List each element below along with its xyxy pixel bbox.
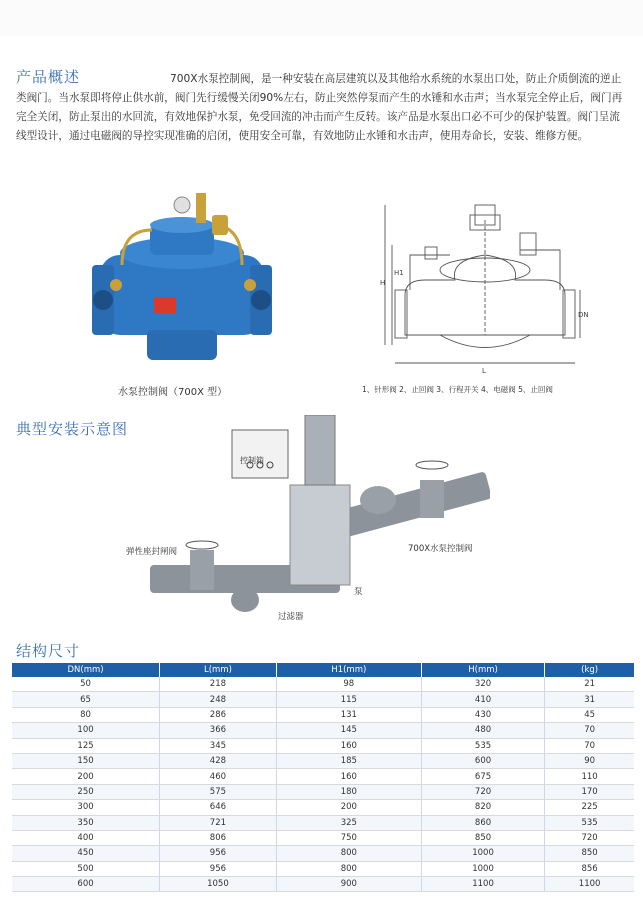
col-header-dn: DN(mm) — [12, 663, 160, 677]
table-cell: 250 — [12, 784, 160, 799]
overview-heading: 产品概述 — [16, 68, 81, 86]
table-cell: 460 — [160, 769, 277, 784]
table-row — [12, 846, 634, 861]
table-cell: 325 — [276, 815, 421, 830]
table-cell: 720 — [545, 830, 634, 845]
table-cell: 600 — [12, 877, 160, 892]
overview-section — [16, 70, 628, 146]
table-cell: 98 — [276, 677, 421, 692]
photo-caption: 水泵控制阀（700X 型） — [118, 387, 228, 398]
table-row — [12, 800, 634, 815]
table-cell: 50 — [12, 677, 160, 692]
table-row — [12, 738, 634, 753]
table-row — [12, 677, 634, 692]
col-header-kg: (kg) — [545, 663, 634, 677]
table-row — [12, 861, 634, 876]
pump-label: 泵 — [354, 587, 363, 597]
table-cell: 145 — [276, 723, 421, 738]
drawing-dim-h: H — [380, 279, 386, 287]
svg-text:H1: H1 — [394, 269, 404, 277]
table-row — [12, 692, 634, 707]
table-row — [12, 784, 634, 799]
table-cell: 115 — [276, 692, 421, 707]
table-cell: 900 — [276, 877, 421, 892]
table-cell: 150 — [12, 753, 160, 768]
install-heading: 典型安装示意图 — [16, 420, 129, 438]
table-cell: 860 — [421, 815, 544, 830]
table-cell: 170 — [545, 784, 634, 799]
table-cell: 200 — [12, 769, 160, 784]
table-cell: 225 — [545, 800, 634, 815]
table-cell: 1100 — [421, 877, 544, 892]
table-cell: 820 — [421, 800, 544, 815]
table-cell: 350 — [12, 815, 160, 830]
table-cell: 100 — [12, 723, 160, 738]
table-cell: 956 — [160, 861, 277, 876]
table-row — [12, 815, 634, 830]
table-cell: 721 — [160, 815, 277, 830]
install-diagram — [150, 415, 490, 625]
table-cell: 65 — [12, 692, 160, 707]
table-cell: 480 — [421, 723, 544, 738]
table-cell: 750 — [276, 830, 421, 845]
table-cell: 345 — [160, 738, 277, 753]
dimensions-header-row — [12, 663, 634, 677]
dimensions-body — [12, 677, 634, 892]
table-cell: 286 — [160, 707, 277, 722]
table-cell: 70 — [545, 738, 634, 753]
table-row — [12, 707, 634, 722]
table-cell: 800 — [276, 861, 421, 876]
top-strip — [0, 0, 643, 36]
table-row — [12, 830, 634, 845]
table-cell: 535 — [421, 738, 544, 753]
table-cell: 160 — [276, 769, 421, 784]
table-row — [12, 753, 634, 768]
table-cell: 800 — [276, 846, 421, 861]
table-cell: 80 — [12, 707, 160, 722]
gate-valve-label: 弹性座封闸阀 — [126, 547, 178, 557]
table-cell: 1000 — [421, 846, 544, 861]
table-cell: 675 — [421, 769, 544, 784]
table-cell: 1100 — [545, 877, 634, 892]
table-cell: 806 — [160, 830, 277, 845]
control-valve-label: 700X水泵控制阀 — [408, 544, 473, 554]
table-row — [12, 769, 634, 784]
table-cell: 185 — [276, 753, 421, 768]
table-cell: 180 — [276, 784, 421, 799]
table-row — [12, 877, 634, 892]
dimensions-heading: 结构尺寸 — [16, 642, 81, 660]
table-cell: 646 — [160, 800, 277, 815]
table-cell: 131 — [276, 707, 421, 722]
table-cell: 450 — [12, 846, 160, 861]
table-cell: 45 — [545, 707, 634, 722]
col-header-h: H(mm) — [421, 663, 544, 677]
table-cell: 400 — [12, 830, 160, 845]
table-cell: 90 — [545, 753, 634, 768]
table-cell: 218 — [160, 677, 277, 692]
dimensions-table — [12, 663, 634, 892]
table-cell: 856 — [545, 861, 634, 876]
valve-photo — [92, 185, 272, 380]
table-cell: 200 — [276, 800, 421, 815]
table-cell: 720 — [421, 784, 544, 799]
table-cell: 110 — [545, 769, 634, 784]
table-cell: 21 — [545, 677, 634, 692]
table-cell: 600 — [421, 753, 544, 768]
table-cell: 430 — [421, 707, 544, 722]
table-cell: 70 — [545, 723, 634, 738]
table-cell: 320 — [421, 677, 544, 692]
table-cell: 366 — [160, 723, 277, 738]
table-cell: 850 — [421, 830, 544, 845]
table-cell: 1000 — [421, 861, 544, 876]
control-box-label: 控制箱 — [240, 456, 264, 465]
table-cell: 248 — [160, 692, 277, 707]
table-cell: 1050 — [160, 877, 277, 892]
col-header-h1: H1(mm) — [276, 663, 421, 677]
col-header-l: L(mm) — [160, 663, 277, 677]
table-cell: 956 — [160, 846, 277, 861]
table-cell: 300 — [12, 800, 160, 815]
table-cell: 31 — [545, 692, 634, 707]
table-cell: 125 — [12, 738, 160, 753]
table-cell: 428 — [160, 753, 277, 768]
technical-drawing — [380, 185, 590, 380]
filter-label: 过滤器 — [278, 612, 304, 622]
table-row — [12, 723, 634, 738]
table-cell: 575 — [160, 784, 277, 799]
overview-text: 700X水泵控制阀，是一种安装在高层建筑以及其他给水系统的水泵出口处，防止介质倒流的逆止类阀门。当水泵即将停止供水前，阀门先行缓慢关闭90%左右，防止突然停泵而产生的水锤和水击声；当水泵完全停止后，阀门再完全关闭，防止泵出的水回流，有效地保护水泵，免受回流的冲击而产生反转。该产品是水泵出口必不可少的保护装置。阀门呈流线型设计，通过电磁阀的导控实现准确的启闭，使用安全可靠，有效地防止水锤和水击声，使用寿命长，安装、维修方便。 — [16, 73, 623, 142]
table-cell: 160 — [276, 738, 421, 753]
table-cell: 535 — [545, 815, 634, 830]
table-cell: 850 — [545, 846, 634, 861]
table-cell: 410 — [421, 692, 544, 707]
svg-text:DN: DN — [578, 311, 589, 319]
table-cell: 500 — [12, 861, 160, 876]
drawing-legend: 1、针形阀 2、止回阀 3、行程开关 4、电磁阀 5、止回阀 — [362, 385, 553, 394]
svg-text:L: L — [482, 367, 486, 375]
